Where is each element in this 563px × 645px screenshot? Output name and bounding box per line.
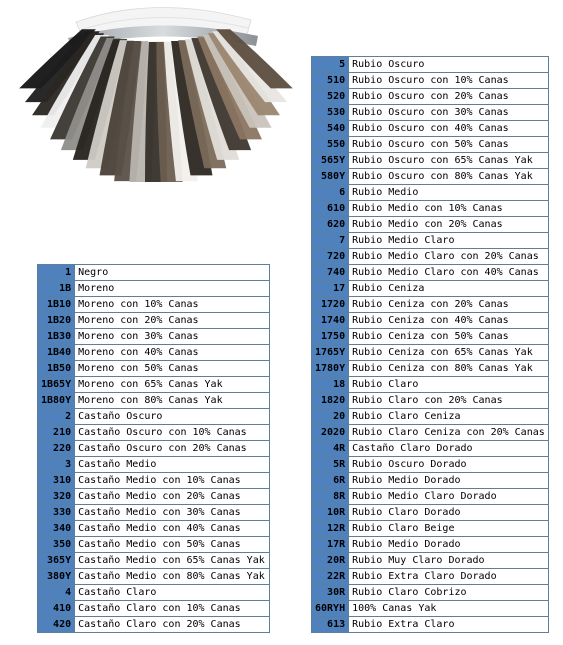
color-name-cell: Castaño Medio [75, 457, 270, 473]
color-name-cell: Castaño Medio con 30% Canas [75, 505, 270, 521]
color-name-cell: Rubio Claro Dorado [349, 505, 549, 521]
color-code-cell: 1B [38, 281, 75, 297]
color-name-cell: Moreno con 65% Canas Yak [75, 377, 270, 393]
color-code-cell: 1B30 [38, 329, 75, 345]
color-row [312, 345, 549, 361]
color-row [312, 329, 549, 345]
color-row [38, 409, 270, 425]
color-code-cell: 8R [312, 489, 349, 505]
color-row [38, 489, 270, 505]
color-code-cell: 420 [38, 617, 75, 633]
color-row [38, 505, 270, 521]
color-name-cell: Rubio Medio Claro Dorado [349, 489, 549, 505]
color-row [38, 601, 270, 617]
color-name-cell: Castaño Claro con 10% Canas [75, 601, 270, 617]
color-row [38, 425, 270, 441]
color-code-cell: 1750 [312, 329, 349, 345]
color-name-cell: 100% Canas Yak [349, 601, 549, 617]
color-code-cell: 530 [312, 105, 349, 121]
color-name-cell: Moreno con 30% Canas [75, 329, 270, 345]
color-code-cell: 210 [38, 425, 75, 441]
color-row [312, 377, 549, 393]
color-name-cell: Rubio Medio Dorado [349, 473, 549, 489]
color-row [312, 569, 549, 585]
color-name-cell: Rubio Muy Claro Dorado [349, 553, 549, 569]
color-name-cell: Moreno con 20% Canas [75, 313, 270, 329]
color-name-cell: Rubio Oscuro con 65% Canas Yak [349, 153, 549, 169]
color-code-cell: 3 [38, 457, 75, 473]
color-name-cell: Negro [75, 265, 270, 281]
color-name-cell: Rubio Oscuro [349, 57, 549, 73]
color-name-cell: Rubio Claro [349, 377, 549, 393]
color-name-cell: Rubio Ceniza [349, 281, 549, 297]
color-code-cell: 510 [312, 73, 349, 89]
color-row [312, 297, 549, 313]
color-name-cell: Rubio Extra Claro Dorado [349, 569, 549, 585]
color-code-cell: 1B10 [38, 297, 75, 313]
color-code-cell: 60RYH [312, 601, 349, 617]
color-code-cell: 20R [312, 553, 349, 569]
color-code-cell: 330 [38, 505, 75, 521]
color-name-cell: Moreno con 80% Canas Yak [75, 393, 270, 409]
color-name-cell: Rubio Ceniza con 20% Canas [349, 297, 549, 313]
color-name-cell: Rubio Claro con 20% Canas [349, 393, 549, 409]
color-name-cell: Rubio Medio con 10% Canas [349, 201, 549, 217]
color-row [38, 569, 270, 585]
color-row [38, 553, 270, 569]
color-code-cell: 620 [312, 217, 349, 233]
color-code-cell: 365Y [38, 553, 75, 569]
color-name-cell: Rubio Medio Claro [349, 233, 549, 249]
color-code-cell: 10R [312, 505, 349, 521]
color-code-cell: 1740 [312, 313, 349, 329]
color-row [312, 233, 549, 249]
color-name-cell: Castaño Oscuro [75, 409, 270, 425]
color-code-cell: 30R [312, 585, 349, 601]
color-name-cell: Rubio Oscuro Dorado [349, 457, 549, 473]
color-name-cell: Rubio Ceniza con 40% Canas [349, 313, 549, 329]
color-row [38, 329, 270, 345]
color-code-cell: 2020 [312, 425, 349, 441]
hair-swatch-image [6, 0, 308, 185]
color-code-cell: 4 [38, 585, 75, 601]
color-code-cell: 310 [38, 473, 75, 489]
color-row [312, 137, 549, 153]
color-row [38, 297, 270, 313]
color-name-cell: Rubio Ceniza con 65% Canas Yak [349, 345, 549, 361]
color-row [312, 441, 549, 457]
color-name-cell: Castaño Oscuro con 10% Canas [75, 425, 270, 441]
color-code-cell: 5R [312, 457, 349, 473]
color-name-cell: Rubio Ceniza con 80% Canas Yak [349, 361, 549, 377]
color-code-cell: 7 [312, 233, 349, 249]
color-row [312, 281, 549, 297]
color-row [312, 409, 549, 425]
color-name-cell: Rubio Oscuro con 20% Canas [349, 89, 549, 105]
color-row [38, 393, 270, 409]
color-name-cell: Rubio Oscuro con 80% Canas Yak [349, 169, 549, 185]
color-name-cell: Rubio Claro Beige [349, 521, 549, 537]
color-row [312, 393, 549, 409]
color-row [38, 361, 270, 377]
color-code-cell: 340 [38, 521, 75, 537]
color-row [38, 281, 270, 297]
color-name-cell: Castaño Medio con 20% Canas [75, 489, 270, 505]
color-code-cell: 17R [312, 537, 349, 553]
color-row [312, 425, 549, 441]
color-row [312, 217, 549, 233]
color-code-cell: 1B65Y [38, 377, 75, 393]
color-row [38, 617, 270, 633]
color-name-cell: Rubio Medio Claro con 20% Canas [349, 249, 549, 265]
color-name-cell: Castaño Medio con 10% Canas [75, 473, 270, 489]
color-code-cell: 740 [312, 265, 349, 281]
color-row [312, 201, 549, 217]
color-row [312, 121, 549, 137]
color-name-cell: Castaño Claro con 20% Canas [75, 617, 270, 633]
color-name-cell: Castaño Claro Dorado [349, 441, 549, 457]
color-code-cell: 22R [312, 569, 349, 585]
color-code-cell: 12R [312, 521, 349, 537]
color-row [312, 505, 549, 521]
color-code-cell: 1 [38, 265, 75, 281]
color-row [312, 105, 549, 121]
color-name-cell: Moreno con 50% Canas [75, 361, 270, 377]
color-code-cell: 1B40 [38, 345, 75, 361]
color-code-cell: 520 [312, 89, 349, 105]
color-code-cell: 5 [312, 57, 349, 73]
color-row [312, 537, 549, 553]
color-code-cell: 1B50 [38, 361, 75, 377]
color-row [312, 457, 549, 473]
color-code-cell: 220 [38, 441, 75, 457]
color-name-cell: Rubio Claro Ceniza con 20% Canas [349, 425, 549, 441]
color-code-cell: 18 [312, 377, 349, 393]
color-row [312, 265, 549, 281]
color-row [38, 265, 270, 281]
color-code-cell: 613 [312, 617, 349, 633]
color-name-cell: Rubio Medio Dorado [349, 537, 549, 553]
color-row [312, 473, 549, 489]
color-row [38, 313, 270, 329]
color-name-cell: Rubio Medio Claro con 40% Canas [349, 265, 549, 281]
color-name-cell: Rubio Claro Cobrizo [349, 585, 549, 601]
color-row [38, 345, 270, 361]
color-name-cell: Rubio Oscuro con 30% Canas [349, 105, 549, 121]
color-code-cell: 6R [312, 473, 349, 489]
color-name-cell: Castaño Claro [75, 585, 270, 601]
color-row [312, 73, 549, 89]
color-code-cell: 350 [38, 537, 75, 553]
color-code-cell: 1720 [312, 297, 349, 313]
color-code-cell: 720 [312, 249, 349, 265]
color-name-cell: Rubio Ceniza con 50% Canas [349, 329, 549, 345]
color-code-cell: 1765Y [312, 345, 349, 361]
color-row [38, 585, 270, 601]
color-row [312, 361, 549, 377]
color-code-cell: 320 [38, 489, 75, 505]
color-name-cell: Rubio Extra Claro [349, 617, 549, 633]
color-code-cell: 2 [38, 409, 75, 425]
color-row [38, 377, 270, 393]
color-row [312, 169, 549, 185]
color-name-cell: Castaño Medio con 65% Canas Yak [75, 553, 270, 569]
color-code-cell: 565Y [312, 153, 349, 169]
color-row [312, 489, 549, 505]
color-row [312, 553, 549, 569]
color-row [312, 521, 549, 537]
color-code-cell: 540 [312, 121, 349, 137]
color-row [38, 457, 270, 473]
color-name-cell: Moreno con 40% Canas [75, 345, 270, 361]
color-name-cell: Rubio Claro Ceniza [349, 409, 549, 425]
color-code-table-left [37, 264, 270, 633]
color-name-cell: Moreno [75, 281, 270, 297]
color-row [312, 89, 549, 105]
color-code-cell: 1B80Y [38, 393, 75, 409]
color-row [312, 185, 549, 201]
color-code-cell: 1820 [312, 393, 349, 409]
color-name-cell: Rubio Oscuro con 50% Canas [349, 137, 549, 153]
color-name-cell: Castaño Medio con 80% Canas Yak [75, 569, 270, 585]
color-code-cell: 1780Y [312, 361, 349, 377]
color-row [38, 441, 270, 457]
color-code-cell: 550 [312, 137, 349, 153]
color-row [312, 617, 549, 633]
color-name-cell: Rubio Oscuro con 40% Canas [349, 121, 549, 137]
color-code-cell: 380Y [38, 569, 75, 585]
color-row [312, 601, 549, 617]
color-name-cell: Castaño Medio con 50% Canas [75, 537, 270, 553]
color-row [312, 57, 549, 73]
color-row [312, 585, 549, 601]
color-name-cell: Castaño Oscuro con 20% Canas [75, 441, 270, 457]
color-code-cell: 410 [38, 601, 75, 617]
color-code-cell: 1B20 [38, 313, 75, 329]
color-name-cell: Rubio Oscuro con 10% Canas [349, 73, 549, 89]
color-code-cell: 20 [312, 409, 349, 425]
color-row [312, 313, 549, 329]
color-row [38, 537, 270, 553]
color-code-cell: 4R [312, 441, 349, 457]
color-name-cell: Rubio Medio con 20% Canas [349, 217, 549, 233]
color-code-cell: 6 [312, 185, 349, 201]
color-row [312, 153, 549, 169]
color-name-cell: Rubio Medio [349, 185, 549, 201]
color-code-cell: 580Y [312, 169, 349, 185]
color-row [38, 473, 270, 489]
color-name-cell: Castaño Medio con 40% Canas [75, 521, 270, 537]
color-code-cell: 610 [312, 201, 349, 217]
color-code-table-right [311, 56, 549, 633]
color-row [38, 521, 270, 537]
color-row [312, 249, 549, 265]
color-name-cell: Moreno con 10% Canas [75, 297, 270, 313]
color-code-cell: 17 [312, 281, 349, 297]
